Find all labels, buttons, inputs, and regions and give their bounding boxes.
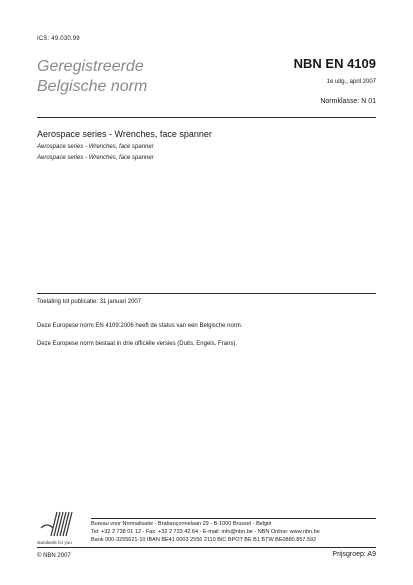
footer-contact: Tel: +32 2 738 01 12 - Fax: +32 2 733 42 64 - E-mail: info@nbn.be - NBN Online: www.nbn.be — [91, 529, 320, 535]
price-group: Prijsgroep: A9 — [332, 551, 376, 558]
approval-date: Toelating tot publicatie: 31 januari 2007 — [37, 299, 142, 305]
status-statement: Deze Europese norm EN 4109:2006 heeft de status van een Belgische norm. — [37, 323, 243, 329]
edition-date: 1e uitg., april 2007 — [326, 79, 376, 85]
document-subtitle-1: Aerospace series - Wrenches, face spanner — [37, 144, 154, 150]
document-title: Aerospace series - Wrenches, face spanner — [37, 129, 212, 139]
document-subtitle-2: Aerospace series - Wrenches, face spanner — [37, 155, 154, 161]
page-title-line1: Geregistreerde — [37, 58, 144, 75]
header-divider — [37, 117, 376, 118]
page-title-line2: Belgische norm — [37, 78, 148, 95]
body-divider — [37, 293, 376, 294]
versions-statement: Deze Europese norm bestaat in drie officiële versies (Duits, Engels, Frans). — [37, 341, 237, 347]
ics-code: ICS: 49.030.99 — [37, 36, 80, 42]
footer-divider — [91, 518, 376, 519]
logo-caption: standards for you — [37, 540, 72, 545]
copyright: © NBN 2007 — [37, 553, 71, 559]
standard-number: NBN EN 4109 — [293, 56, 376, 71]
footer-address: Bureau voor Normalisatie - Brabançonnelaan 29 - B-1000 Brussel - België — [91, 521, 272, 527]
footer-bank: Bank 000-3255621-10 IBAN BE41 0003 2556 2110 BIC BPOT BE B1 BTW BE0880.857.592 — [91, 537, 317, 543]
nbn-logo-icon — [37, 502, 81, 546]
norm-class: Normklasse: N 01 — [320, 98, 376, 105]
bottom-divider — [37, 547, 376, 548]
